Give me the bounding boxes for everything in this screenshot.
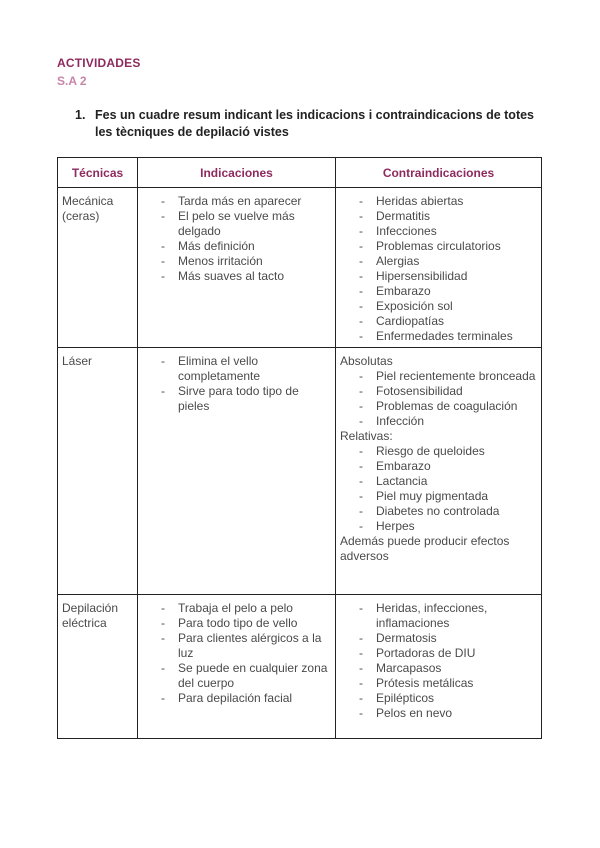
list-item: - Para todo tipo de vello (142, 616, 331, 631)
relativas-label: Relativas: (340, 429, 393, 443)
indicaciones-cell (138, 595, 336, 739)
header-contraindicaciones: Contraindicaciones (336, 158, 542, 188)
question-number: 1. (75, 108, 86, 122)
tecnica-cell: Láser (58, 348, 138, 595)
section-subtitle: S.A 2 (57, 74, 87, 88)
list-item: - Embarazo (340, 284, 537, 299)
summary-table (57, 157, 542, 739)
list-item: - Problemas circulatorios (340, 239, 537, 254)
list-item: - Más suaves al tacto (142, 269, 331, 284)
list-item: - Lactancia (340, 474, 537, 489)
list-item: - Diabetes no controlada (340, 504, 537, 519)
list-item: - Cardiopatías (340, 314, 537, 329)
indicaciones-cell (138, 188, 336, 348)
list-item: - Se puede en cualquier zona del cuerpo (142, 661, 331, 691)
list-item: - Portadoras de DIU (340, 646, 537, 661)
list-item: - Piel recientemente bronceada (340, 369, 537, 384)
list-item: - Marcapasos (340, 661, 537, 676)
list-item: - Menos irritación (142, 254, 331, 269)
list-item: - Infección (340, 414, 537, 429)
list-item: - Heridas abiertas (340, 194, 537, 209)
note-text: Además puede producir efectos adversos (340, 534, 510, 563)
list-item: - Dermatosis (340, 631, 537, 646)
list-item: - Heridas, infecciones, inflamaciones (340, 601, 537, 631)
list-item: - Dermatitis (340, 209, 537, 224)
absolutas-label: Absolutas (340, 354, 393, 368)
list-item: - Elimina el vello completamente (142, 354, 331, 384)
list-item: - Tarda más en aparecer (142, 194, 331, 209)
indicaciones-cell (138, 348, 336, 595)
list-item: - El pelo se vuelve más delgado (142, 209, 331, 239)
list-item: - Fotosensibilidad (340, 384, 537, 399)
table-row (58, 188, 542, 348)
list-item: - Para clientes alérgicos a la luz (142, 631, 331, 661)
list-item: - Epilépticos (340, 691, 537, 706)
list-item: - Sirve para todo tipo de pieles (142, 384, 331, 414)
list-item: - Trabaja el pelo a pelo (142, 601, 331, 616)
list-item: - Piel muy pigmentada (340, 489, 537, 504)
list-item: - Enfermedades terminales (340, 329, 537, 344)
list-item: - Herpes (340, 519, 537, 534)
question (75, 107, 545, 141)
list-item: - Infecciones (340, 224, 537, 239)
tecnica-cell: Depilación eléctrica (58, 595, 138, 739)
tecnica-cell: Mecánica (ceras) (58, 188, 138, 348)
section-title: ACTIVIDADES (57, 56, 141, 70)
list-item: - Prótesis metálicas (340, 676, 537, 691)
contraindicaciones-cell (336, 188, 542, 348)
table-header-row (58, 158, 542, 188)
list-item: - Riesgo de queloides (340, 444, 537, 459)
list-item: - Alergias (340, 254, 537, 269)
list-item: - Exposición sol (340, 299, 537, 314)
list-item: - Para depilación facial (142, 691, 331, 706)
contraindicaciones-cell (336, 595, 542, 739)
question-text: Fes un cuadre resum indicant les indicacions i contraindicacions de totes les tècniques de depilació vistes (95, 108, 535, 139)
list-item: - Pelos en nevo (340, 706, 537, 721)
table-row (58, 348, 542, 595)
list-item: - Problemas de coagulación (340, 399, 537, 414)
list-item: - Embarazo (340, 459, 537, 474)
header-tecnicas: Técnicas (58, 158, 138, 188)
table-row (58, 595, 542, 739)
list-item: - Más definición (142, 239, 331, 254)
list-item: - Hipersensibilidad (340, 269, 537, 284)
contraindicaciones-cell (336, 348, 542, 595)
header-indicaciones: Indicaciones (138, 158, 336, 188)
